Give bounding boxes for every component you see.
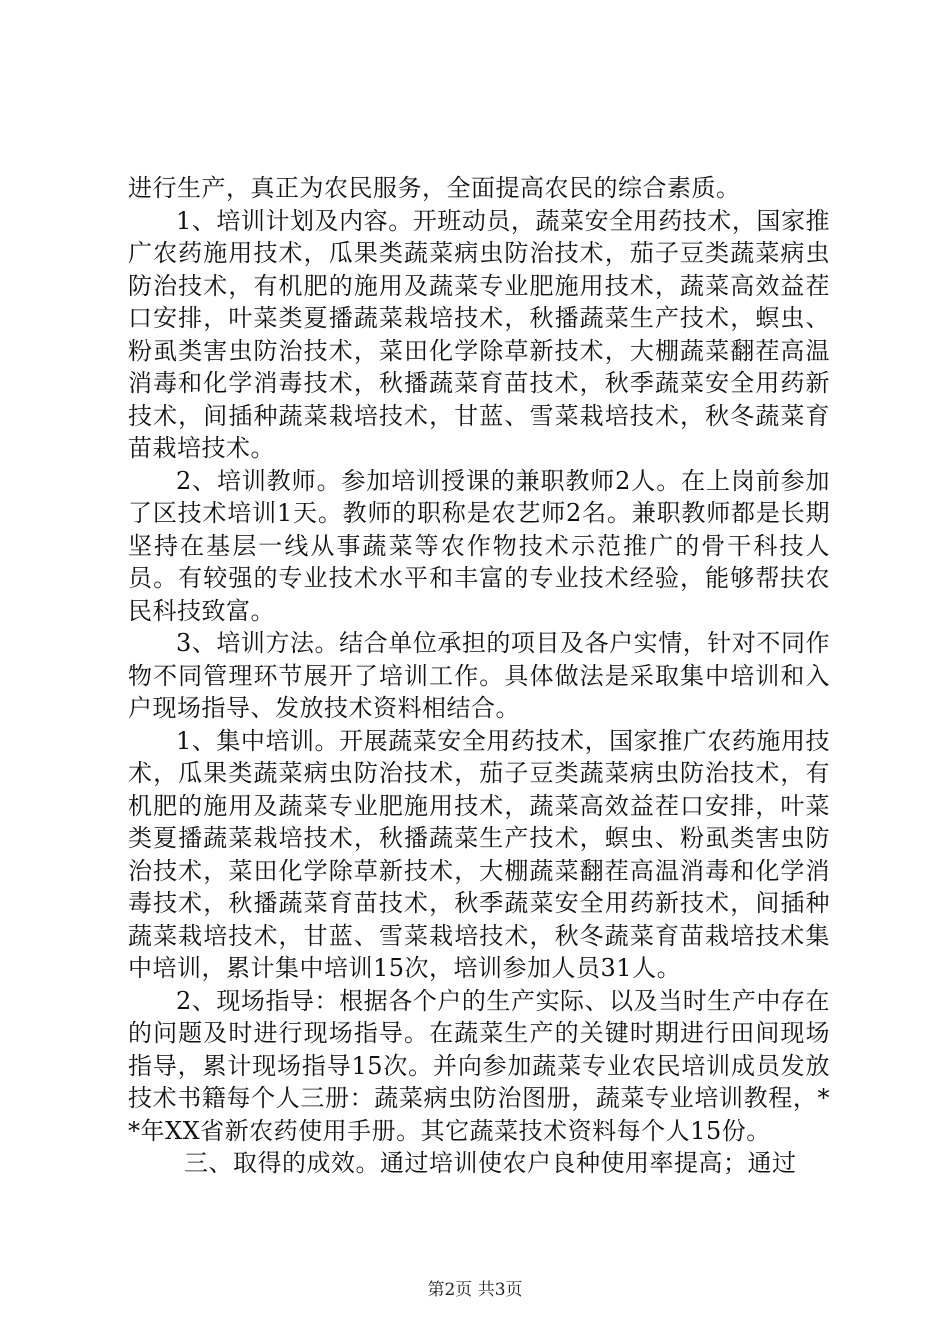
paragraph-training-plan: 1、培训计划及内容。开班动员，蔬菜安全用药技术，国家推广农药施用技术，瓜果类蔬菜病虫防治技术，茄子豆类蔬菜病虫防治技术，有机肥的施用及蔬菜专业肥施用技术，蔬菜高效益茬口安排，叶菜类夏播蔬菜栽培技术，秋播蔬菜生产技术，螟虫、粉虱类害虫防治技术，菜田化学除草新技术，大棚蔬菜翻茬高温消毒和化学消毒技术，秋播蔬菜育苗技术，秋季蔬菜安全用药新技术，间插种蔬菜栽培技术，甘蓝、雪菜栽培技术，秋冬蔬菜育苗栽培技术。 (128, 206, 830, 462)
paragraph-onsite-guidance: 2、现场指导：根据各个户的生产实际、以及当时生产中存在的问题及时进行现场指导。在蔬菜生产的关键时期进行田间现场指导，累计现场指导15次。并向参加蔬菜专业农民培训成员发放技术书籍每个人三册：蔬菜病虫防治图册，蔬菜专业培训教程，**年XX省新农药使用手册。其它蔬菜技术资料每个人15份。 (128, 986, 830, 1145)
paragraph-training-method: 3、培训方法。结合单位承担的项目及各户实情，针对不同作物不同管理环节展开了培训工作。具体做法是采取集中培训和入户现场指导、发放技术资料相结合。 (128, 629, 830, 722)
paragraph-centralized-training: 1、集中培训。开展蔬菜安全用药技术，国家推广农药施用技术，瓜果类蔬菜病虫防治技术，茄子豆类蔬菜病虫防治技术，有机肥的施用及蔬菜专业肥施用技术，蔬菜高效益茬口安排，叶菜类夏播蔬菜栽培技术，秋播蔬菜生产技术，螟虫、粉虱类害虫防治技术，菜田化学除草新技术，大棚蔬菜翻茬高温消毒和化学消毒技术，秋播蔬菜育苗技术，秋季蔬菜安全用药新技术，间插种蔬菜栽培技术，甘蓝、雪菜栽培技术，秋冬蔬菜育苗栽培技术集中培训，累计集中培训15次，培训参加人员31人。 (128, 726, 830, 982)
page-number-footer: 第2页 共3页 (427, 1280, 523, 1300)
paragraph-results-heading: 三、取得的成效。通过培训使农户良种使用率提高；通过 (184, 1149, 797, 1177)
paragraph-continuation: 进行生产，真正为农民服务，全面提高农民的综合素质。 (128, 174, 741, 202)
paragraph-training-teachers: 2、培训教师。参加培训授课的兼职教师2人。在上岗前参加了区技术培训1天。教师的职称是农艺师2名。兼职教师都是长期坚持在基层一线从事蔬菜等农作物技术示范推广的骨干科技人员。有较强的专业技术水平和丰富的专业技术经验，能够帮扶农民科技致富。 (128, 466, 830, 625)
document-body (128, 172, 830, 1180)
